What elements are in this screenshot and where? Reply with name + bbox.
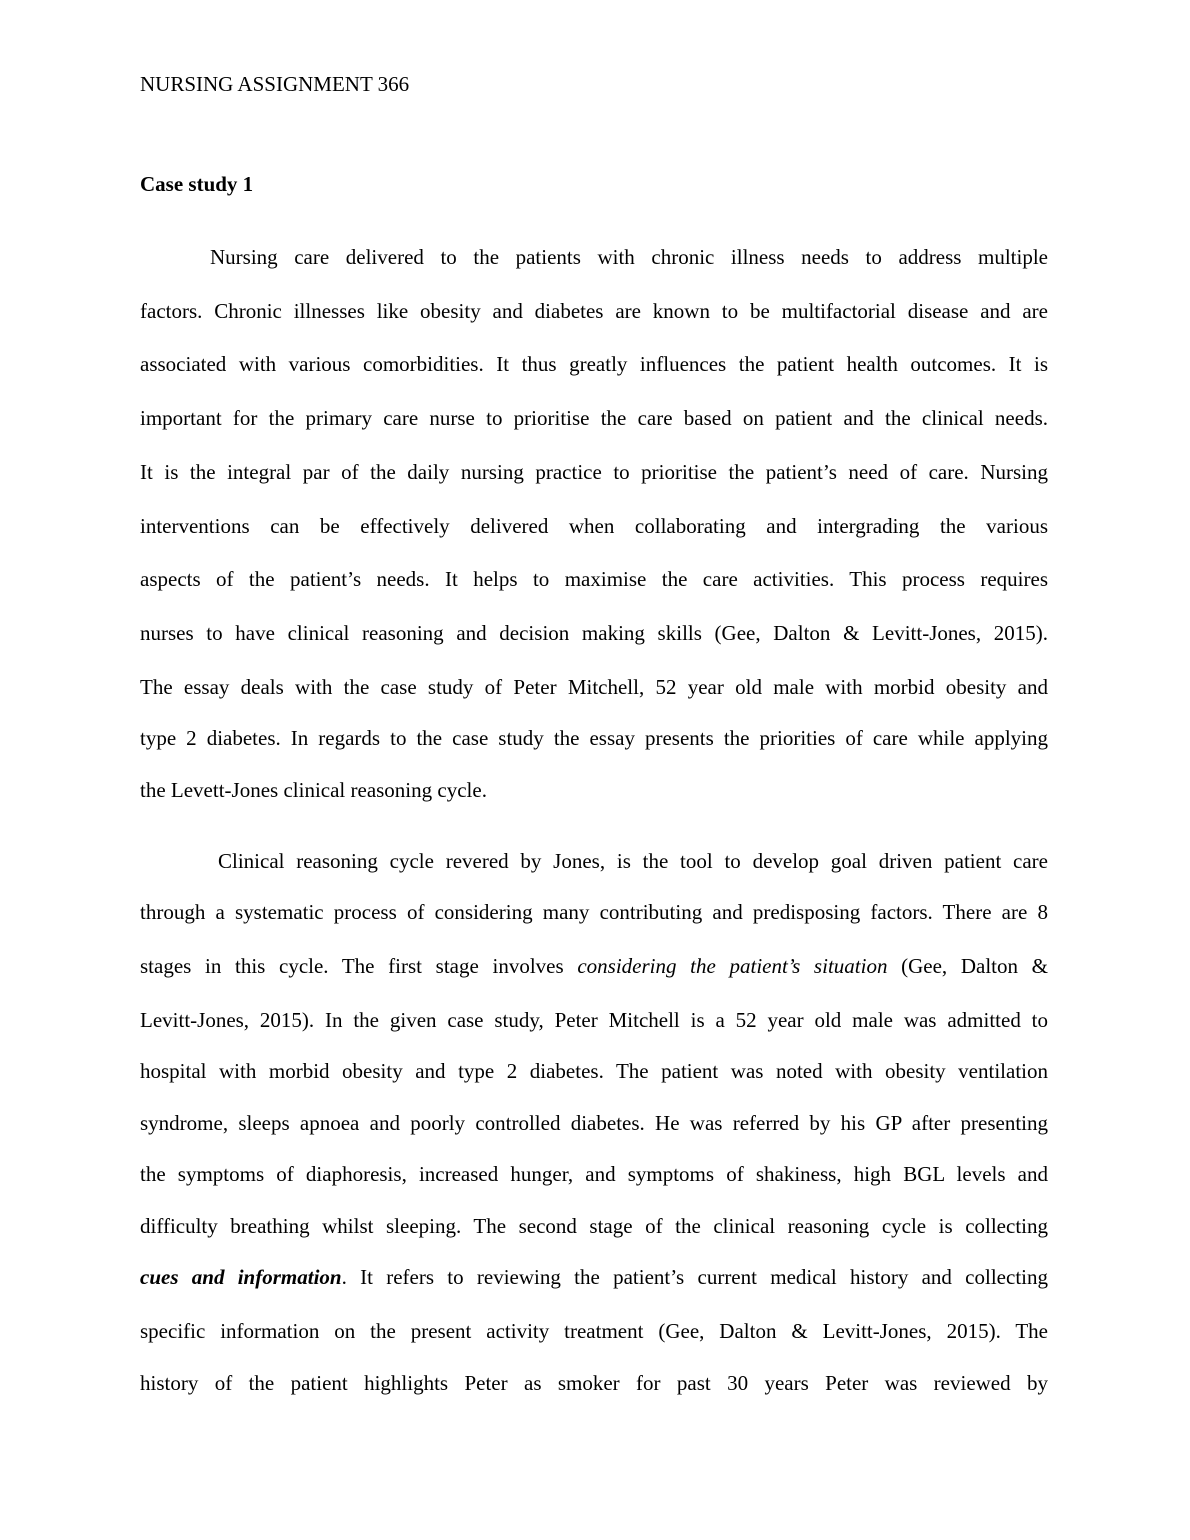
- paragraph-2-line: history of the patient highlights Peter as smoker for past 30 years Peter was reviewed by: [140, 1371, 1048, 1395]
- paragraph-2-line: Levitt-Jones, 2015). In the given case study, Peter Mitchell is a 52 year old male was admitted to: [140, 1008, 1048, 1032]
- paragraph-1-line: nurses to have clinical reasoning and decision making skills (Gee, Dalton & Levitt-Jones, 2015).: [140, 621, 1048, 645]
- paragraph-1-line: important for the primary care nurse to prioritise the care based on patient and the clinical needs.: [140, 406, 1048, 430]
- paragraph-2-line: syndrome, sleeps apnoea and poorly controlled diabetes. He was referred by his GP after presenting: [140, 1111, 1048, 1135]
- paragraph-1-line: associated with various comorbidities. It thus greatly influences the patient health outcomes. It is: [140, 352, 1048, 376]
- paragraph-1-line: It is the integral par of the daily nursing practice to prioritise the patient’s need of care. Nursing: [140, 460, 1048, 484]
- paragraph-2-line: [140, 951, 1048, 981]
- paragraph-1-line: factors. Chronic illnesses like obesity and diabetes are known to be multifactorial disease and are: [140, 299, 1048, 323]
- section-heading: Case study 1: [140, 172, 254, 196]
- emphasis-text: considering the patient’s situation: [577, 954, 888, 978]
- running-head: NURSING ASSIGNMENT 366: [140, 72, 410, 96]
- paragraph-2-line: through a systematic process of considering many contributing and predisposing factors. There are 8: [140, 900, 1048, 924]
- bold-emphasis-text: cues and information: [140, 1265, 342, 1289]
- paragraph-1-line: The essay deals with the case study of Peter Mitchell, 52 year old male with morbid obesity and: [140, 675, 1048, 699]
- paragraph-2-text: (Gee, Dalton &: [887, 954, 1048, 978]
- paragraph-2-text: . It refers to reviewing the patient’s current medical history and collecting: [341, 1265, 1048, 1289]
- paragraph-2-line: hospital with morbid obesity and type 2 diabetes. The patient was noted with obesity ventilation: [140, 1059, 1048, 1083]
- paragraph-1-line: Nursing care delivered to the patients with chronic illness needs to address multiple: [210, 245, 1048, 269]
- paragraph-2-line: the symptoms of diaphoresis, increased hunger, and symptoms of shakiness, high BGL levels and: [140, 1162, 1048, 1186]
- paragraph-1-line: aspects of the patient’s needs. It helps to maximise the care activities. This process requires: [140, 567, 1048, 591]
- paragraph-2-line: difficulty breathing whilst sleeping. The second stage of the clinical reasoning cycle is collecting: [140, 1214, 1048, 1238]
- paragraph-1-line: type 2 diabetes. In regards to the case study the essay presents the priorities of care while applying: [140, 726, 1048, 750]
- paragraph-2-text: stages in this cycle. The first stage involves: [140, 954, 578, 978]
- paragraph-1-line: interventions can be effectively delivered when collaborating and intergrading the various: [140, 514, 1048, 538]
- paragraph-1-line: the Levett-Jones clinical reasoning cycle.: [140, 778, 487, 802]
- paragraph-2-line: Clinical reasoning cycle revered by Jones, is the tool to develop goal driven patient care: [218, 849, 1048, 873]
- paragraph-2-line: specific information on the present activity treatment (Gee, Dalton & Levitt-Jones, 2015). The: [140, 1319, 1048, 1343]
- paragraph-2-line: [140, 1262, 1048, 1292]
